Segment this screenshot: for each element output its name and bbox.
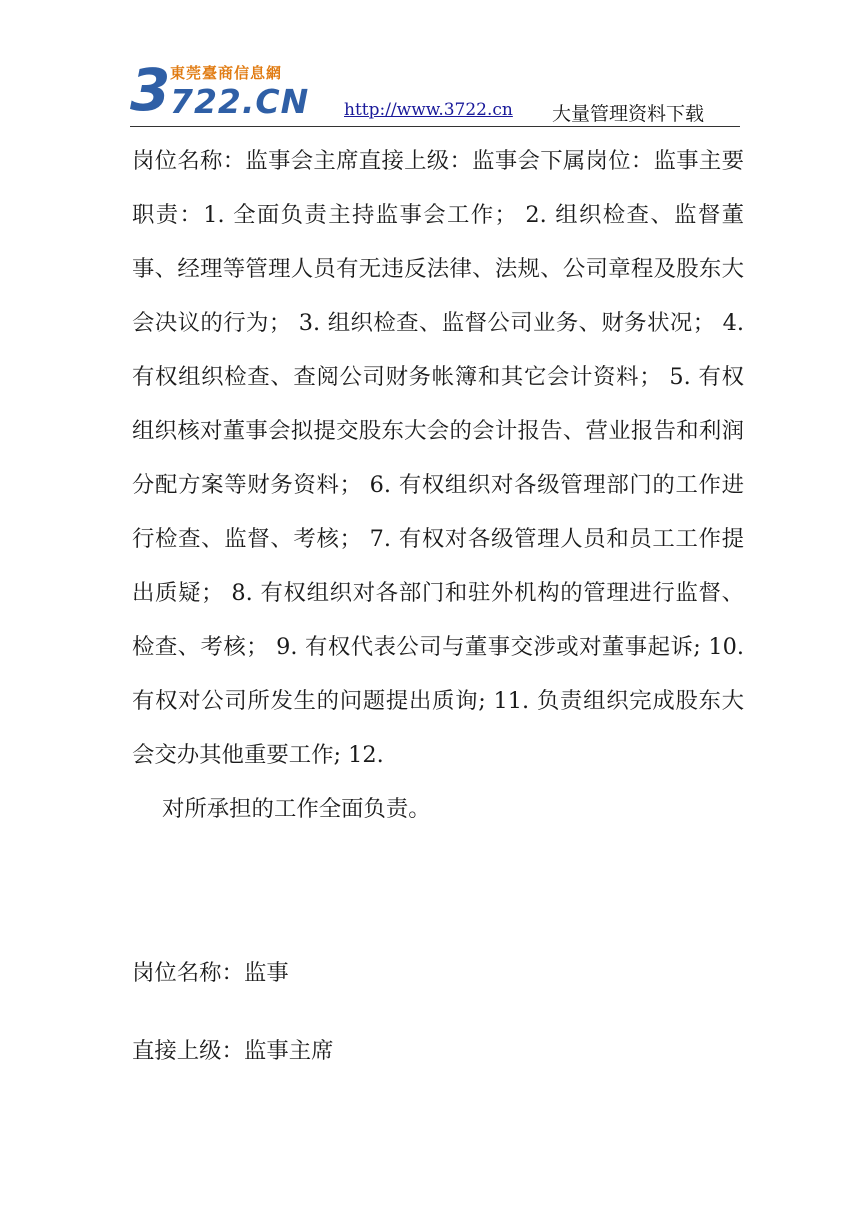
logo-brand-name: 東莞臺商信息網: [170, 64, 283, 82]
logo-number: 3: [130, 56, 169, 124]
logo-domain: 722.CN: [170, 82, 310, 121]
job-description-tail: 对所承担的工作全面负责。: [162, 796, 431, 822]
header-url-link[interactable]: http://www.3722.cn: [344, 100, 513, 120]
header-divider: [130, 126, 740, 127]
direct-superior-field: 直接上级：监事主席: [132, 1038, 334, 1064]
job-description-text: 岗位名称：监事会主席直接上级：监事会下属岗位：监事主要职责：1. 全面负责主持监事会工作； 2. 组织检查、监督董事、经理等管理人员有无违反法律、法规、公司章程及股东大会决议的行为； 3. 组织检查、监督公司业务、财务状况； 4. 有权组织检查、查阅公司财务帐簿和其它会计资料； 5. 有权组织核对董事会拟提交股东大会的会计报告、营业报告和利润分配方案等财务资料； 6. 有权组织对各级管理部门的工作进行检查、监督、考核； 7. 有权对各级管理人员和员工工作提出质疑； 8. 有权组织对各部门和驻外机构的管理进行监督、检查、考核； 9. 有权代表公司与董事交涉或对董事起诉; 10. 有权对公司所发生的问题提出质询; 11. 负责组织完成股东大会交办其他重要工作; 12.: [132, 148, 744, 768]
position-name-field: 岗位名称：监事: [132, 960, 289, 986]
site-logo: [130, 58, 310, 124]
header-tagline: 大量管理资料下载: [552, 103, 705, 125]
document-header: [130, 58, 740, 128]
job-description-paragraph: [132, 134, 744, 836]
